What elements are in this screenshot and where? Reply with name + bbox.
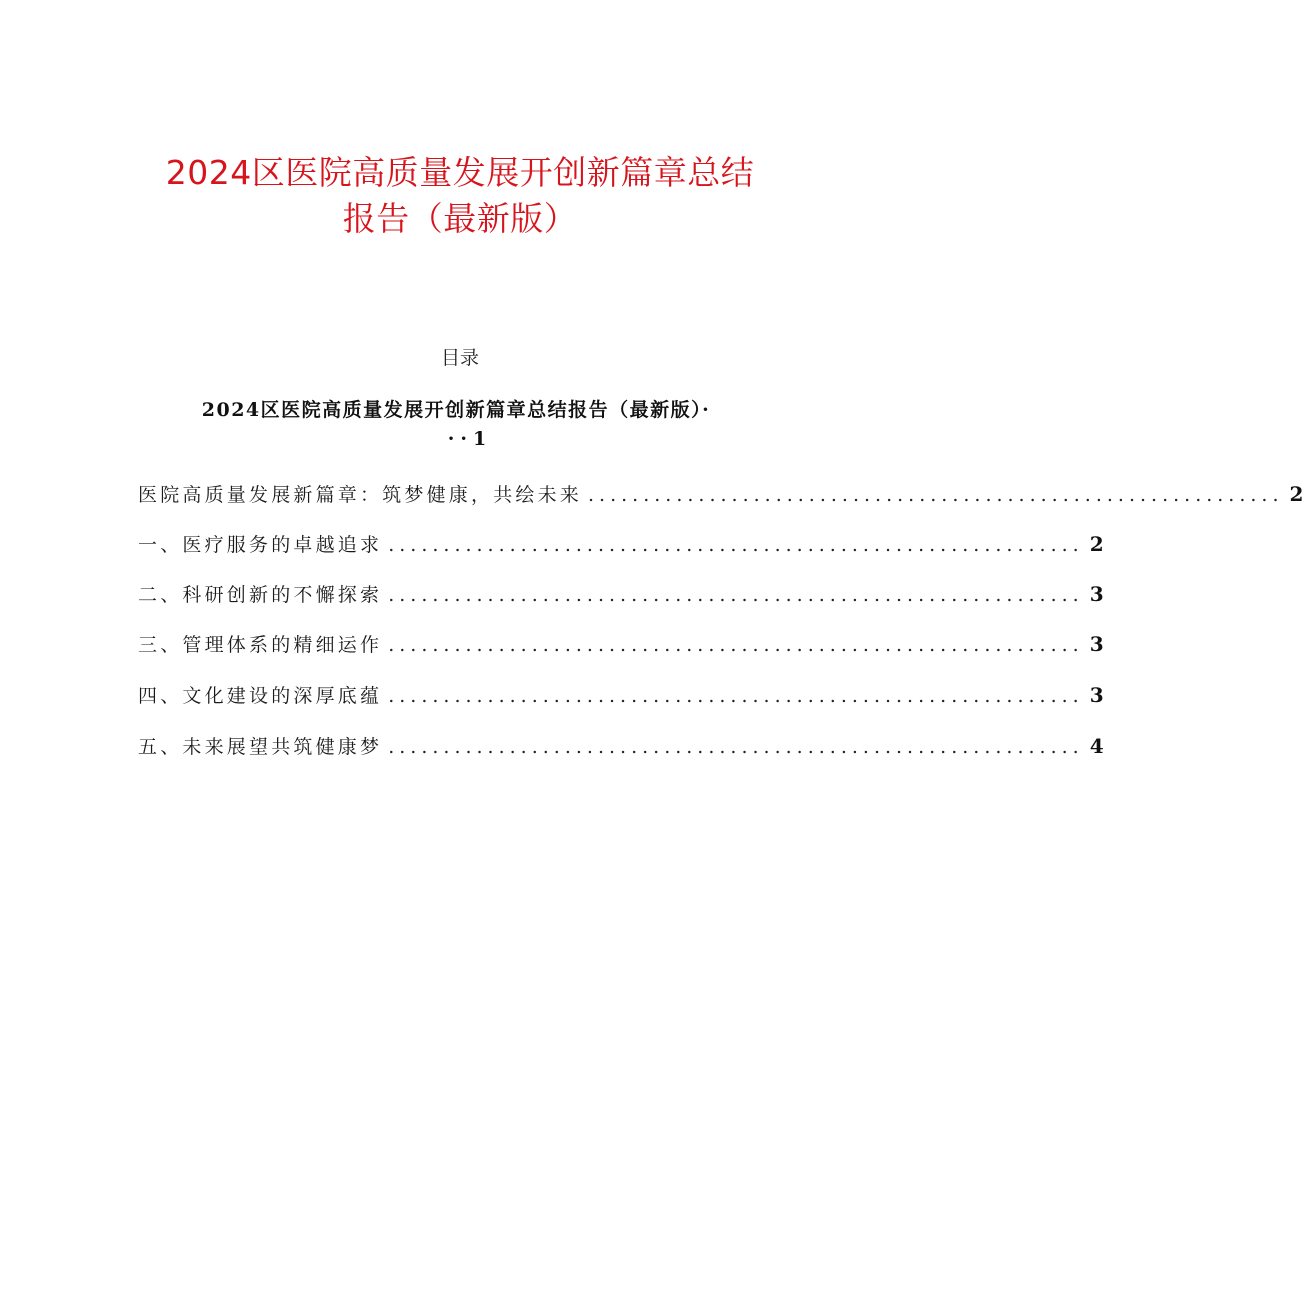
toc-leader-dots: ............................................................... bbox=[388, 634, 1084, 656]
toc-leader-dots: ............................................................... bbox=[388, 534, 1084, 556]
toc-heading: 目录 bbox=[440, 347, 479, 369]
toc-leader-dots: ............................................................... bbox=[388, 584, 1084, 606]
toc-entry[interactable] bbox=[138, 480, 1303, 510]
toc-entry-text: 医院高质量发展新篇章：筑梦健康，共绘未来 bbox=[138, 484, 583, 506]
toc-entry-text: 五、未来展望共筑健康梦 bbox=[138, 736, 383, 758]
toc-entry-text: 四、文化建设的深厚底蕴 bbox=[138, 685, 383, 707]
toc-leader-dots: ............................................................... bbox=[388, 685, 1084, 707]
toc-leader-dots: ............................................................... bbox=[588, 484, 1284, 506]
toc-entry-text: 二、科研创新的不懈探索 bbox=[138, 584, 383, 606]
toc-entry[interactable] bbox=[138, 530, 1104, 560]
toc-entry-page: 3 bbox=[1089, 582, 1104, 606]
document-title-line-1: 2024区医院高质量发展开创新篇章总结 bbox=[165, 153, 755, 192]
toc-entry-report-title[interactable]: 2024区医院高质量发展开创新篇章总结报告（最新版）· bbox=[201, 399, 711, 421]
toc-entry[interactable] bbox=[138, 732, 1104, 762]
toc-entry-page: 2 bbox=[1089, 532, 1104, 556]
toc-leader-dots: ............................................................... bbox=[388, 736, 1084, 758]
toc-entry-text: 一、医疗服务的卓越追求 bbox=[138, 534, 383, 556]
document-title-line-2: 报告（最新版） bbox=[342, 199, 578, 238]
toc-entry-text: 三、管理体系的精细运作 bbox=[138, 634, 383, 656]
toc-entry-page: 2 bbox=[1289, 482, 1303, 506]
toc-entry-report-page[interactable]: ··1 bbox=[447, 428, 493, 450]
toc-entry[interactable] bbox=[138, 630, 1104, 660]
toc-entry[interactable] bbox=[138, 580, 1104, 610]
toc-entry-page: 3 bbox=[1089, 683, 1104, 707]
toc-entry[interactable] bbox=[138, 681, 1104, 711]
toc-entry-page: 3 bbox=[1089, 632, 1104, 656]
toc-entry-page: 4 bbox=[1089, 734, 1104, 758]
